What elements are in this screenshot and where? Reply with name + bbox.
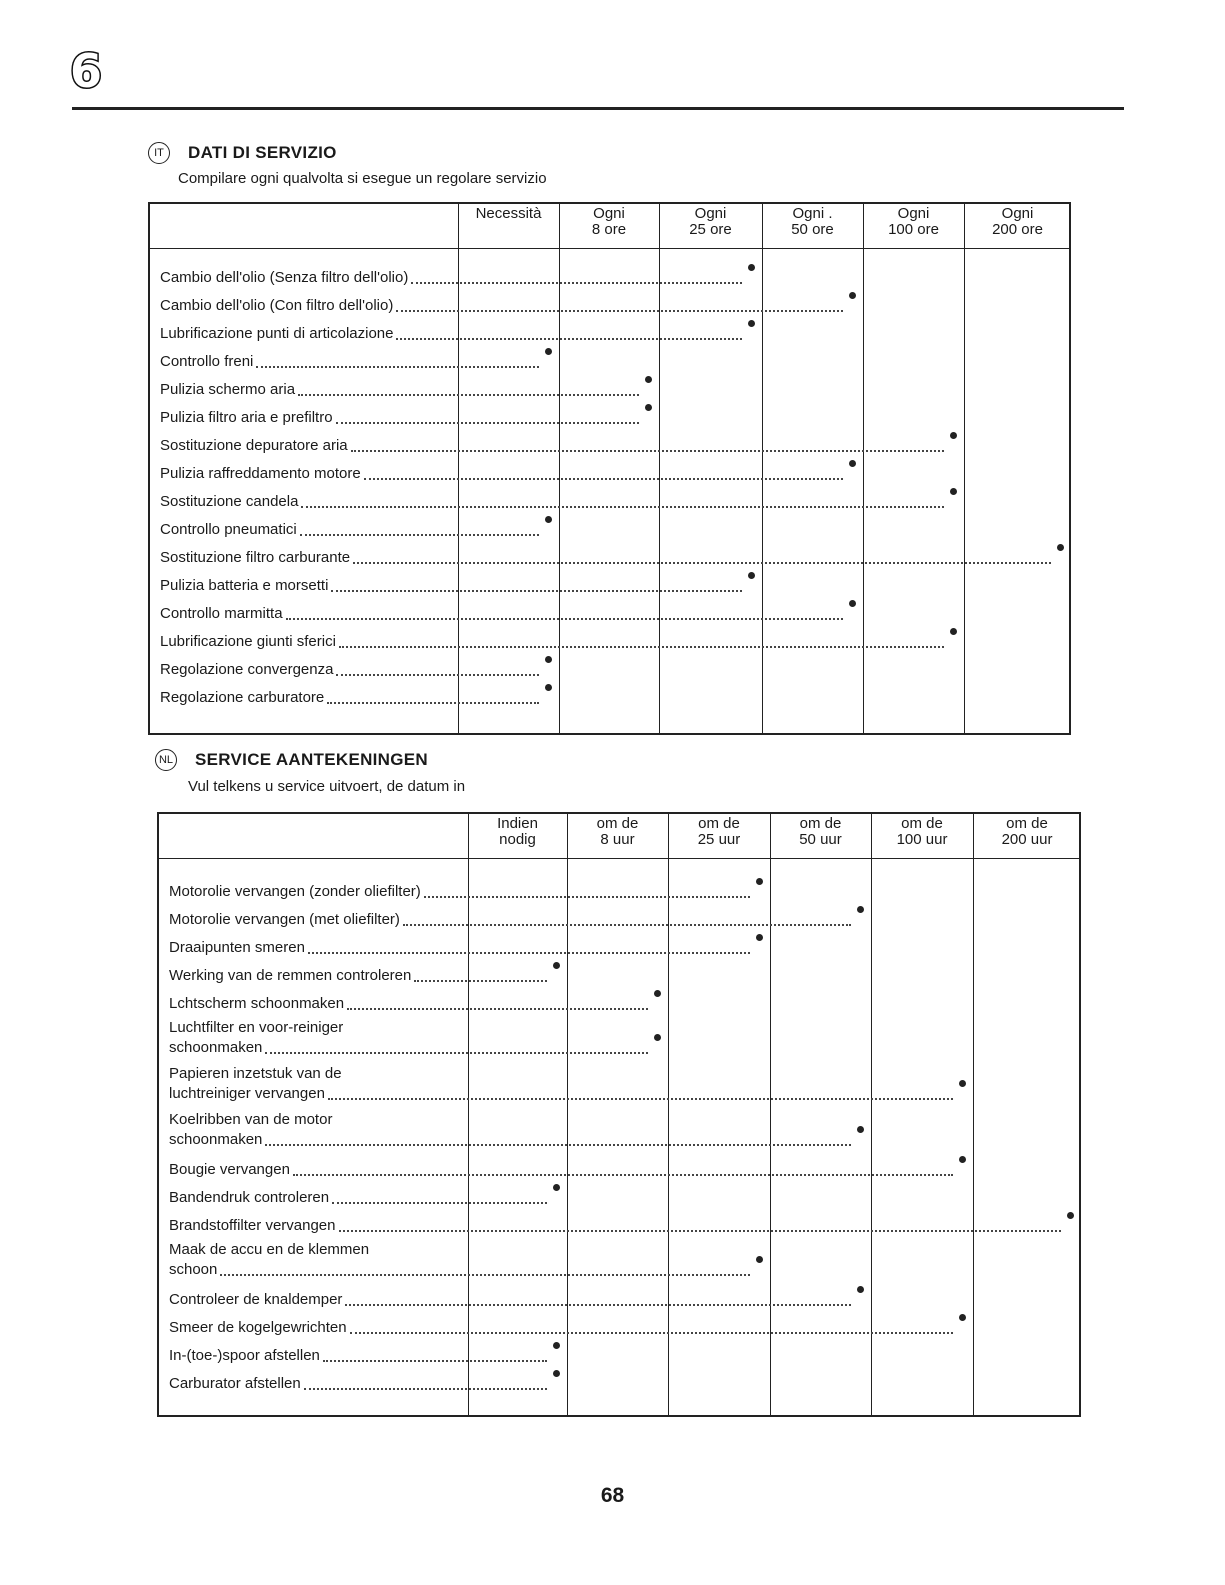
table-row bbox=[159, 1180, 1079, 1208]
column-header-line2: 50 ore bbox=[791, 221, 834, 238]
task-label: Lubrificazione punti di articolazione bbox=[160, 325, 394, 342]
interval-marker bbox=[545, 684, 552, 691]
table-row bbox=[150, 316, 1069, 344]
table-row bbox=[159, 1014, 1079, 1058]
column-header-line1: om de bbox=[901, 815, 943, 832]
interval-marker bbox=[748, 572, 755, 579]
interval-marker bbox=[545, 656, 552, 663]
task-label: Sostituzione depuratore aria bbox=[160, 437, 348, 454]
interval-marker bbox=[553, 1184, 560, 1191]
task-label: Lchtscherm schoonmaken bbox=[169, 995, 345, 1012]
dotted-leader bbox=[336, 674, 539, 676]
interval-marker bbox=[857, 906, 864, 913]
table-row bbox=[159, 1106, 1079, 1150]
task-label: Luchtfilter en voor-reiniger schoonmaken bbox=[169, 1019, 344, 1056]
task-label: Pulizia schermo aria bbox=[160, 381, 296, 398]
language-badge: NL bbox=[155, 749, 177, 771]
column-header-line1: om de bbox=[698, 815, 740, 832]
task-label: Pulizia filtro aria e prefiltro bbox=[160, 409, 333, 426]
section-subtitle: Vul telkens u service uitvoert, de datum in bbox=[188, 778, 466, 795]
interval-marker bbox=[748, 264, 755, 271]
table-row bbox=[159, 986, 1079, 1014]
column-header bbox=[770, 816, 871, 848]
column-header-line1: om de bbox=[799, 815, 842, 832]
table-row bbox=[150, 624, 1069, 652]
column-header-line1: om de bbox=[1006, 815, 1048, 832]
dotted-leader bbox=[345, 1304, 851, 1306]
dotted-leader bbox=[301, 506, 944, 508]
dotted-leader bbox=[293, 1174, 953, 1176]
table-row bbox=[150, 260, 1069, 288]
interval-marker bbox=[748, 320, 755, 327]
interval-marker bbox=[545, 348, 552, 355]
dotted-leader bbox=[364, 478, 843, 480]
column-header-line2: 25 uur bbox=[697, 831, 741, 848]
column-header-line2: 8 uur bbox=[600, 831, 635, 848]
task-label: Cambio dell'olio (Con filtro dell'olio) bbox=[160, 297, 394, 314]
dotted-leader bbox=[351, 450, 944, 452]
dotted-leader bbox=[300, 534, 539, 536]
column-header bbox=[458, 206, 559, 222]
column-header-line2: 200 uur bbox=[1001, 831, 1053, 848]
dotted-leader bbox=[286, 618, 843, 620]
task-label: Regolazione convergenza bbox=[160, 661, 334, 678]
column-header-line2: 25 ore bbox=[689, 221, 732, 238]
task-label: Motorolie vervangen (zonder oliefilter) bbox=[169, 883, 421, 900]
table-row bbox=[150, 428, 1069, 456]
interval-marker bbox=[645, 404, 652, 411]
table-row bbox=[159, 1236, 1079, 1280]
column-header bbox=[668, 816, 770, 848]
column-header-line1: Ogni bbox=[897, 205, 930, 222]
task-label: Sostituzione filtro carburante bbox=[160, 549, 351, 566]
dotted-leader bbox=[332, 1202, 547, 1204]
column-header-line2: 100 uur bbox=[896, 831, 948, 848]
dotted-leader bbox=[336, 422, 639, 424]
interval-marker bbox=[756, 934, 763, 941]
table-header-rule bbox=[159, 858, 1079, 859]
table-row bbox=[159, 1060, 1079, 1104]
interval-marker bbox=[959, 1080, 966, 1087]
section-heading bbox=[148, 142, 337, 164]
column-header-line2: 100 ore bbox=[888, 221, 939, 238]
column-header bbox=[762, 206, 863, 238]
table-row bbox=[150, 344, 1069, 372]
section-heading bbox=[155, 749, 428, 771]
dotted-leader bbox=[347, 1008, 648, 1010]
dotted-leader bbox=[403, 924, 851, 926]
task-label: Regolazione carburatore bbox=[160, 689, 325, 706]
dotted-leader bbox=[308, 952, 750, 954]
table-header-rule bbox=[150, 248, 1069, 249]
task-label: Controllo freni bbox=[160, 353, 254, 370]
interval-marker bbox=[849, 292, 856, 299]
table-row bbox=[150, 596, 1069, 624]
dotted-leader bbox=[411, 282, 742, 284]
task-label: Smeer de kogelgewrichten bbox=[169, 1319, 347, 1336]
interval-marker bbox=[950, 628, 957, 635]
table-row bbox=[150, 456, 1069, 484]
interval-marker bbox=[857, 1286, 864, 1293]
task-label: Controllo pneumatici bbox=[160, 521, 297, 538]
task-label: Draaipunten smeren bbox=[169, 939, 305, 956]
column-header-line2: nodig bbox=[499, 831, 536, 848]
task-label: Pulizia batteria e morsetti bbox=[160, 577, 329, 594]
interval-marker bbox=[857, 1126, 864, 1133]
interval-marker bbox=[756, 1256, 763, 1263]
table-row bbox=[150, 680, 1069, 708]
table-row bbox=[150, 484, 1069, 512]
table-row bbox=[150, 372, 1069, 400]
interval-marker bbox=[545, 516, 552, 523]
dotted-leader bbox=[331, 590, 742, 592]
task-label: Carburator afstellen bbox=[169, 1375, 301, 1392]
dotted-leader bbox=[304, 1388, 547, 1390]
table-row bbox=[159, 1152, 1079, 1180]
table-row bbox=[150, 512, 1069, 540]
interval-marker bbox=[959, 1156, 966, 1163]
header-rule bbox=[72, 107, 1124, 110]
task-label: Motorolie vervangen (met oliefilter) bbox=[169, 911, 400, 928]
service-table bbox=[157, 812, 1081, 1417]
table-row bbox=[150, 400, 1069, 428]
column-header-line1: Ogni bbox=[1001, 205, 1034, 222]
table-row bbox=[159, 930, 1079, 958]
section-title: DATI DI SERVIZIO bbox=[188, 143, 337, 162]
interval-marker bbox=[1057, 544, 1064, 551]
dotted-leader bbox=[339, 646, 944, 648]
column-header-line1: Ogni . bbox=[792, 205, 833, 222]
task-label: Werking van de remmen controleren bbox=[169, 967, 412, 984]
interval-marker bbox=[645, 376, 652, 383]
column-header bbox=[863, 206, 964, 238]
table-row bbox=[159, 1366, 1079, 1394]
dotted-leader bbox=[350, 1332, 953, 1334]
task-label: Sostituzione candela bbox=[160, 493, 299, 510]
table-row bbox=[159, 902, 1079, 930]
column-header bbox=[567, 816, 668, 848]
interval-marker bbox=[654, 1034, 661, 1041]
dotted-leader bbox=[353, 562, 1051, 564]
task-label: Pulizia raffreddamento motore bbox=[160, 465, 361, 482]
dotted-leader bbox=[396, 310, 843, 312]
interval-marker bbox=[959, 1314, 966, 1321]
column-header-line2: 50 uur bbox=[799, 831, 842, 848]
dotted-leader bbox=[327, 702, 539, 704]
task-label: Cambio dell'olio (Senza filtro dell'olio) bbox=[160, 269, 409, 286]
interval-marker bbox=[756, 878, 763, 885]
table-row bbox=[159, 1338, 1079, 1366]
dotted-leader bbox=[328, 1098, 953, 1100]
task-label: Controleer de knaldemper bbox=[169, 1291, 343, 1308]
column-header-line1: Indien bbox=[497, 815, 538, 832]
dotted-leader bbox=[414, 980, 547, 982]
task-label: Koelribben van de motor schoonmaken bbox=[169, 1111, 333, 1148]
task-label: Lubrificazione giunti sferici bbox=[160, 633, 336, 650]
dotted-leader bbox=[220, 1274, 750, 1276]
table-row bbox=[150, 652, 1069, 680]
column-header bbox=[973, 816, 1081, 848]
task-label: Controllo marmitta bbox=[160, 605, 283, 622]
column-header bbox=[559, 206, 659, 238]
dotted-leader bbox=[339, 1230, 1062, 1232]
section-title: SERVICE AANTEKENINGEN bbox=[195, 750, 429, 769]
interval-marker bbox=[950, 488, 957, 495]
table-row bbox=[159, 874, 1079, 902]
task-label: Maak de accu en de klemmen schoon bbox=[169, 1241, 370, 1278]
dotted-leader bbox=[265, 1144, 851, 1146]
language-badge: IT bbox=[148, 142, 170, 164]
column-header-line1: Necessità bbox=[475, 205, 542, 222]
column-header-line1: om de bbox=[596, 815, 639, 832]
dotted-leader bbox=[298, 394, 639, 396]
table-row bbox=[159, 1282, 1079, 1310]
task-label: Bougie vervangen bbox=[169, 1161, 290, 1178]
dotted-leader bbox=[265, 1052, 648, 1054]
interval-marker bbox=[950, 432, 957, 439]
interval-marker bbox=[1067, 1212, 1074, 1219]
column-header-line1: Ogni bbox=[694, 205, 727, 222]
dotted-leader bbox=[323, 1360, 547, 1362]
interval-marker bbox=[849, 460, 856, 467]
task-label: In-(toe-)spoor afstellen bbox=[169, 1347, 320, 1364]
column-header bbox=[871, 816, 973, 848]
column-header bbox=[964, 206, 1071, 238]
dotted-leader bbox=[424, 896, 750, 898]
table-row bbox=[150, 568, 1069, 596]
interval-marker bbox=[553, 1370, 560, 1377]
table-row bbox=[159, 1310, 1079, 1338]
task-label: Bandendruk controleren bbox=[169, 1189, 330, 1206]
column-header bbox=[659, 206, 762, 238]
interval-marker bbox=[654, 990, 661, 997]
page-number: 68 bbox=[600, 1484, 625, 1507]
column-header-line1: Ogni bbox=[593, 205, 625, 222]
task-label: Brandstoffilter vervangen bbox=[169, 1217, 336, 1234]
service-table bbox=[148, 202, 1071, 735]
column-header bbox=[468, 816, 567, 848]
table-row bbox=[150, 540, 1069, 568]
dotted-leader bbox=[396, 338, 742, 340]
interval-marker bbox=[849, 600, 856, 607]
section-subtitle: Compilare ogni qualvolta si esegue un regolare servizio bbox=[178, 170, 547, 187]
column-header-line2: 200 ore bbox=[992, 221, 1043, 238]
task-label: Papieren inzetstuk van de luchtreiniger vervangen bbox=[169, 1065, 342, 1102]
chapter-number: 6 bbox=[70, 44, 103, 98]
table-row bbox=[150, 288, 1069, 316]
column-header-line2: 8 ore bbox=[591, 221, 627, 238]
interval-marker bbox=[553, 1342, 560, 1349]
dotted-leader bbox=[256, 366, 539, 368]
table-row bbox=[159, 1208, 1079, 1236]
table-row bbox=[159, 958, 1079, 986]
interval-marker bbox=[553, 962, 560, 969]
